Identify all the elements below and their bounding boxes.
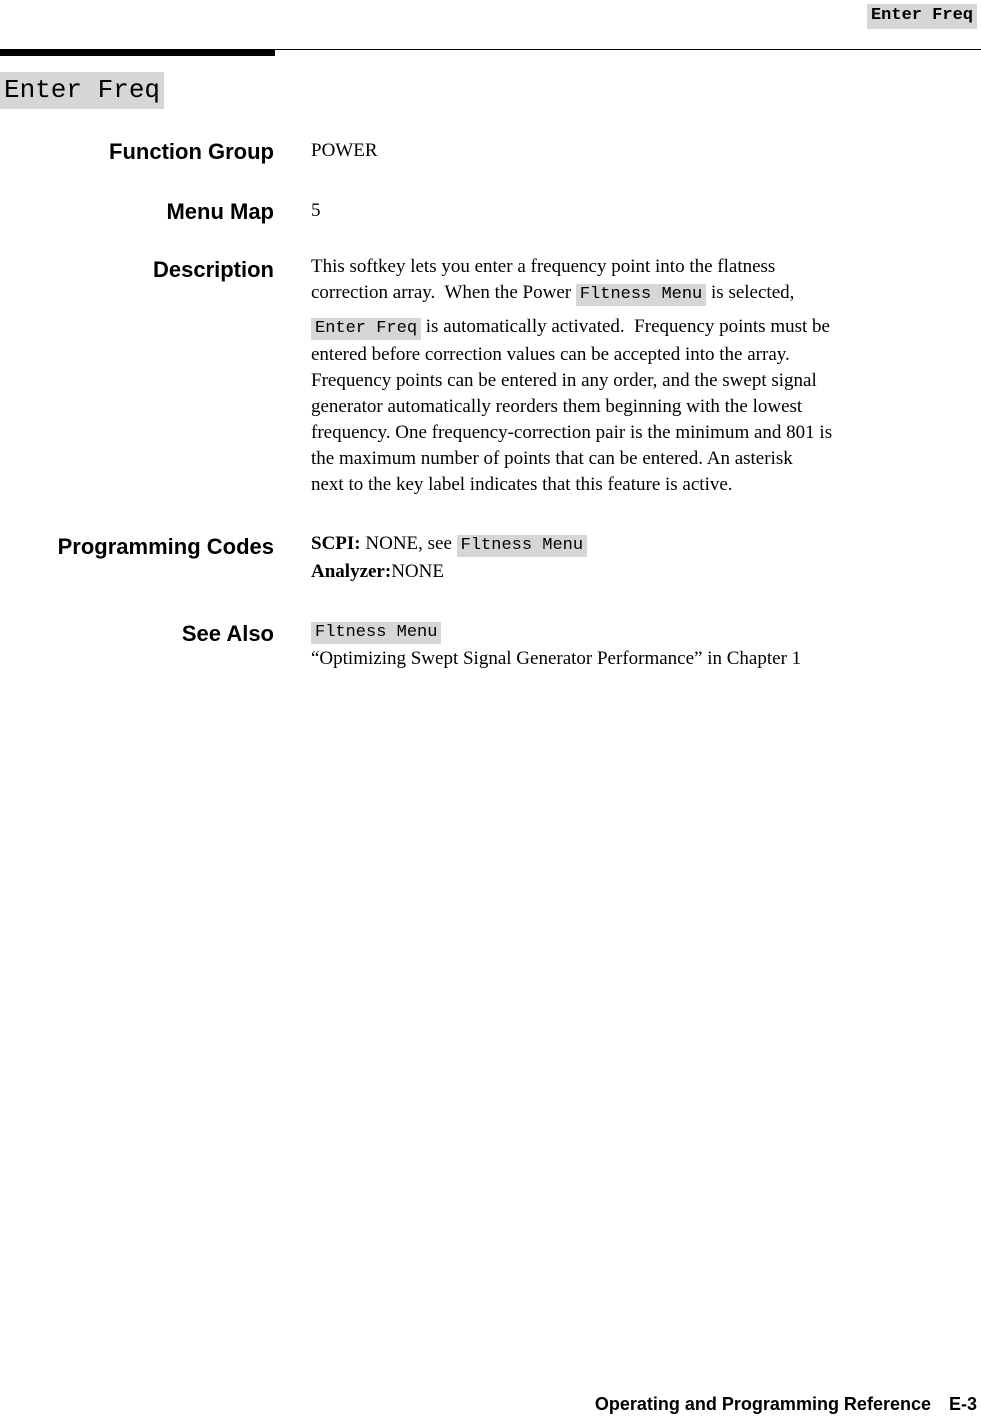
header-rule-thick (0, 49, 275, 56)
see-also-key-line (311, 618, 977, 646)
text-run: correction array. When the Power (311, 282, 576, 303)
description-line: next to the key label indicates that this feature is active. (311, 474, 733, 495)
menu-map-label: Menu Map (166, 199, 274, 224)
fltness-menu-key: Fltness Menu (457, 535, 587, 557)
header-rule-thin (275, 49, 981, 50)
description-label: Description (152, 257, 274, 282)
analyzer-line (311, 559, 977, 585)
text-run: is selected, (706, 282, 795, 303)
description-line (311, 314, 977, 342)
analyzer-label: Analyzer: (311, 561, 392, 582)
menu-map-value: 5 (311, 200, 321, 221)
description-body (311, 254, 977, 498)
see-also-label: See Also (181, 621, 274, 646)
scpi-value: NONE, see (360, 533, 457, 554)
description-line: This softkey lets you enter a frequency point into the flatness (311, 256, 776, 277)
fltness-menu-key: Fltness Menu (576, 284, 706, 306)
page-footer (595, 1392, 977, 1416)
page-title: Enter Freq (0, 72, 164, 109)
programming-codes-body (311, 531, 977, 585)
description-line (311, 280, 977, 308)
description-line: entered before correction values can be accepted into the array. (311, 344, 790, 365)
footer-title: Operating and Programming Reference (594, 1394, 931, 1414)
page-number: E-3 (948, 1394, 977, 1414)
enter-freq-key: Enter Freq (311, 318, 421, 340)
function-group-value: POWER (311, 140, 378, 161)
scpi-line (311, 531, 977, 559)
description-line: Frequency points can be entered in any order, and the swept signal (311, 370, 817, 391)
programming-codes-label: Programming Codes (57, 534, 274, 559)
text-run: is automatically activated. Frequency points must be (421, 316, 830, 337)
function-group-label: Function Group (109, 139, 274, 164)
description-line: the maximum number of points that can be entered. An asterisk (311, 448, 793, 469)
header-softkey: Enter Freq (867, 4, 977, 29)
scpi-label: SCPI: (311, 533, 361, 554)
see-also-text: “Optimizing Swept Signal Generator Performance” in Chapter 1 (311, 648, 802, 669)
analyzer-value: NONE (391, 561, 444, 582)
description-line: frequency. One frequency-correction pair is the minimum and 801 is (311, 422, 833, 443)
fltness-menu-key: Fltness Menu (311, 622, 441, 644)
description-line: generator automatically reorders them beginning with the lowest (311, 396, 803, 417)
see-also-body (311, 618, 977, 672)
